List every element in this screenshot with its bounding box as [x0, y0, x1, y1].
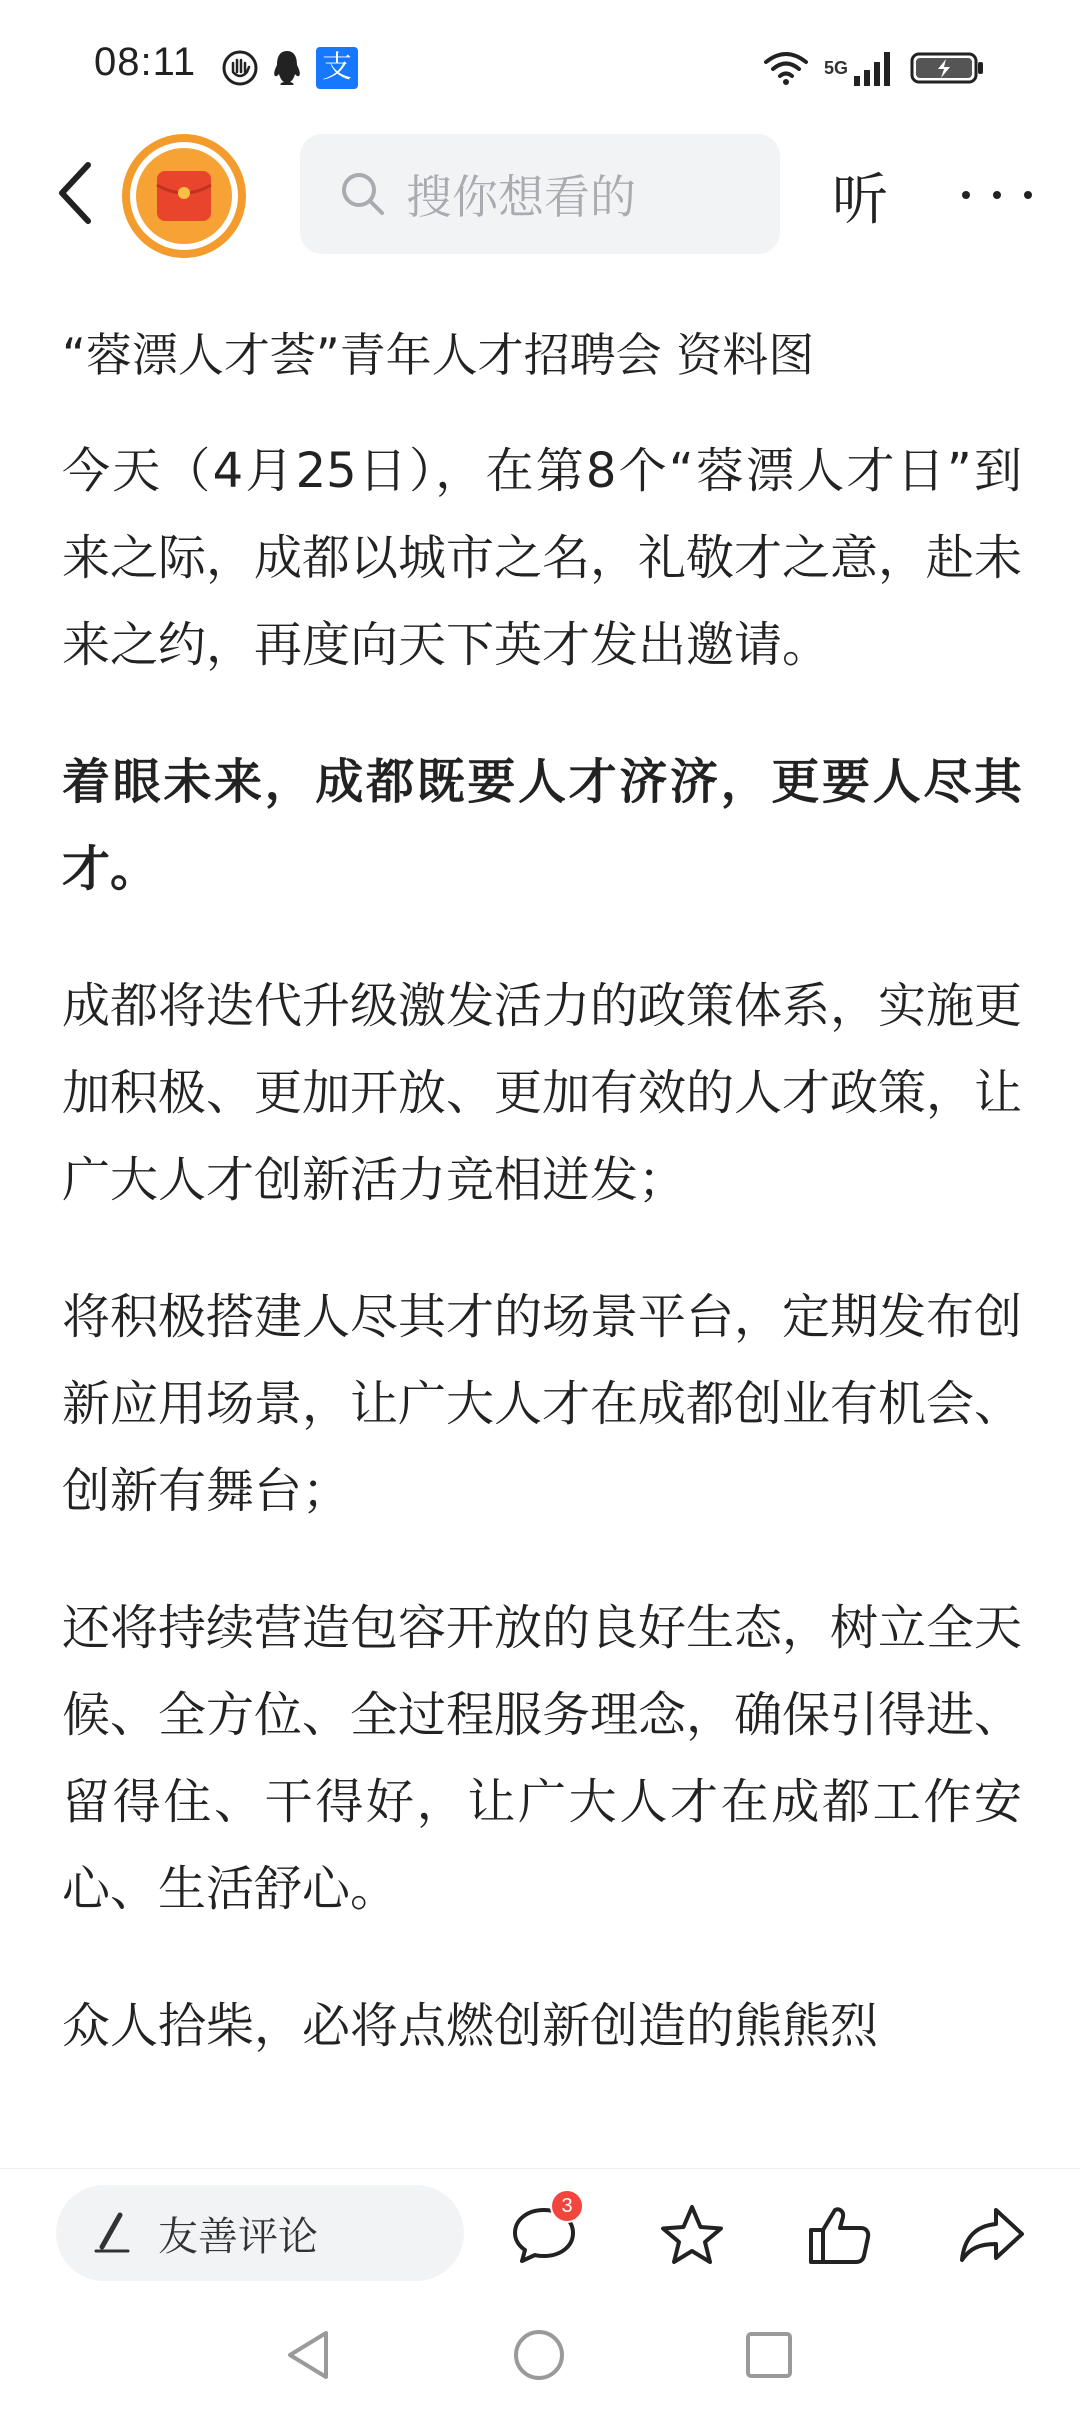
- hand-icon: [222, 48, 258, 88]
- comment-input[interactable]: [56, 2185, 464, 2281]
- more-icon[interactable]: [962, 170, 1032, 220]
- wifi-icon: [762, 48, 810, 88]
- back-button[interactable]: [46, 158, 106, 228]
- qq-icon: [270, 48, 304, 88]
- article-body: [62, 310, 1022, 2120]
- thumbs-up-icon: [805, 2202, 875, 2268]
- nav-back-icon: [282, 2327, 332, 2383]
- nav-home-icon: [511, 2327, 567, 2383]
- paragraph: 成都将迭代升级激发活力的政策体系，实施更加积极、更加开放、更加有效的人才政策，让广大人才创新活力竞相迸发；: [62, 978, 1023, 1208]
- bottom-action-bar: [0, 2168, 1080, 2289]
- search-placeholder: 搜你想看的: [406, 170, 636, 224]
- status-bar: [0, 0, 1080, 136]
- image-caption: “蓉漂人才荟”青年人才招聘会 资料图: [62, 328, 815, 382]
- share-icon: [956, 2202, 1028, 2268]
- nav-recents-button[interactable]: [734, 2320, 804, 2390]
- nav-back-button[interactable]: [272, 2320, 342, 2390]
- more-dot: [1024, 191, 1032, 199]
- favorite-button[interactable]: [652, 2195, 732, 2275]
- nav-recents-icon: [743, 2329, 795, 2381]
- comment-placeholder: 友善评论: [158, 2213, 318, 2260]
- search-icon: [338, 169, 388, 219]
- paragraph-bold: 着眼未来，成都既要人才济济，更要人尽其才。: [62, 754, 1022, 897]
- share-button[interactable]: [952, 2195, 1032, 2275]
- system-nav-bar: [0, 2290, 1080, 2412]
- search-input[interactable]: [300, 134, 780, 254]
- paragraph: 众人拾柴，必将点燃创新创造的熊熊烈: [62, 1998, 879, 2054]
- more-dot: [993, 191, 1001, 199]
- more-dot: [962, 191, 970, 199]
- network-type-label: 5G: [823, 58, 848, 78]
- cellular-signal-icon: [824, 48, 896, 88]
- back-arrow-icon: [56, 161, 96, 225]
- alipay-icon: 支: [316, 47, 358, 89]
- listen-button[interactable]: 听: [832, 168, 888, 233]
- like-button[interactable]: [800, 2195, 880, 2275]
- red-packet-icon: [136, 148, 232, 244]
- top-bar: [0, 130, 1080, 260]
- app-logo-button[interactable]: [122, 134, 246, 258]
- comment-count-badge: 3: [550, 2189, 584, 2223]
- pen-icon: [92, 2211, 132, 2255]
- comments-button[interactable]: [504, 2195, 584, 2275]
- star-icon: [657, 2202, 727, 2268]
- status-system-icons: [748, 46, 986, 90]
- paragraph: 还将持续营造包容开放的良好生态，树立全天候、全方位、全过程服务理念，确保引得进、留得住、干得好，让广大人才在成都工作安心、生活舒心。: [62, 1600, 1023, 1917]
- nav-home-button[interactable]: [504, 2320, 574, 2390]
- paragraph: 将积极搭建人尽其才的场景平台，定期发布创新应用场景，让广大人才在成都创业有机会、创新有舞台；: [62, 1289, 1023, 1519]
- paragraph: 今天（4月25日），在第8个“蓉漂人才日”到来之际，成都以城市之名，礼敬才之意，赴未来之约，再度向天下英才发出邀请。: [62, 443, 1023, 673]
- status-time: 08:11: [94, 40, 197, 84]
- battery-icon: [910, 48, 986, 88]
- status-notification-icons: [222, 46, 370, 90]
